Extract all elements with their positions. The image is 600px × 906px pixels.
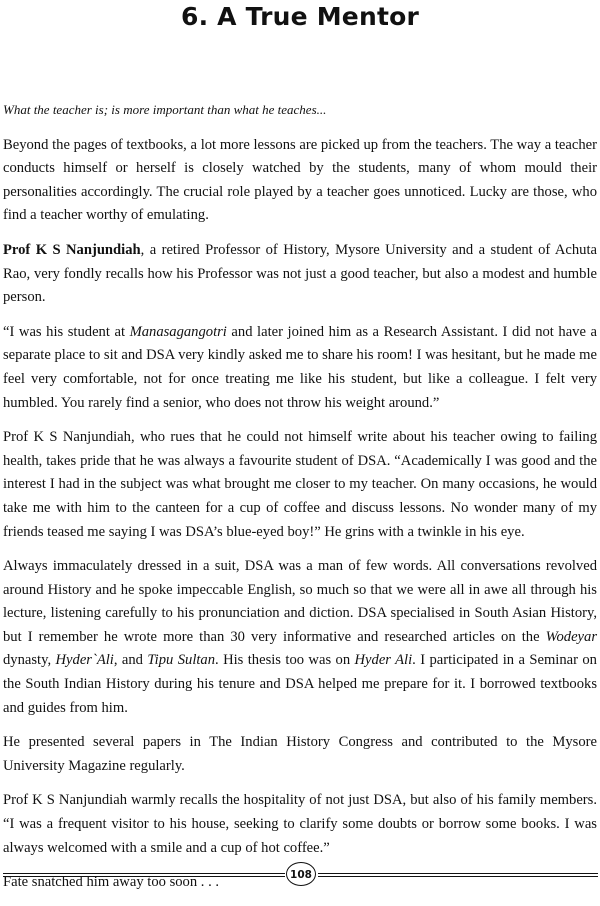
- page-number: 108: [286, 862, 316, 886]
- paragraph-history-congress: He presented several papers in The Indian History Congress and contributed to the Mysore University Magazine regularly.: [3, 734, 597, 774]
- paragraph-text: . His thesis too was on: [215, 652, 355, 669]
- paragraph-hospitality: Prof K S Nanjundiah warmly recalls the hospitality of not just DSA, but also of his family members. “I was a frequent visitor to his house, seeking to clarify some doubts or borrow some books. I was always welcomed with a smile and a cup of hot coffee.”: [3, 792, 597, 856]
- italic-term: Hyder`Ali: [55, 652, 114, 669]
- person-name: Prof K S Nanjundiah: [3, 241, 141, 258]
- paragraph-intro: Beyond the pages of textbooks, a lot more lessons are picked up from the teachers. The way a teacher conducts himself or herself is closely watched by the students, many of whom mould their personalities accordingly. The crucial role played by a teacher goes unnoticed. Lucky are those, who find a teacher worthy of emulating.: [3, 136, 597, 224]
- paragraph-research-assistant: [3, 321, 597, 415]
- paragraph-text: . I participated in a Seminar on the South Indian History during his tenure and DSA helped me prepare for it. I borrowed textbooks and guides from him.: [3, 652, 597, 716]
- chapter-title: 6. A True Mentor: [180, 2, 420, 31]
- place-name: Manasagangotri: [129, 323, 227, 340]
- paragraph-favourite-student: Prof K S Nanjundiah, who rues that he could not himself write about his teacher owing to failing health, takes pride that he was always a favourite student of DSA. “Academically I was good and the interest I had in the subject was what brought me closer to my teacher. On many occasions, he would take me with him to the canteen for a cup of coffee and discuss lessons. No wonder many of my friends teased me saying I was DSA’s blue-eyed boy!” He grins with a twinkle in his eye.: [3, 429, 597, 540]
- footer-rule-left-second: [3, 876, 285, 877]
- footer-rule-right: [318, 873, 598, 874]
- page-footer: [0, 862, 600, 888]
- paragraph-text: Always immaculately dressed in a suit, DSA was a man of few words. All conversations revolved around History and he spoke impeccable English, so much so that we were all in awe all through his lecture, listening carefully to his pronunciation and diction. DSA specialised in South Asian History, but I remember he wrote more than 30 very informative and researched articles on the: [3, 558, 597, 645]
- paragraph-text: “I was his student at: [3, 323, 130, 340]
- italic-term: Tipu Sultan: [147, 652, 216, 669]
- italic-term: Wodeyar: [545, 628, 597, 645]
- paragraph-text: , and: [113, 652, 148, 669]
- paragraph-closing: Fate snatched him away too soon . . .: [3, 874, 220, 891]
- paragraph-text: dynasty,: [3, 652, 56, 669]
- paragraph-text: and later joined him as a Research Assistant. I did not have a separate place to sit and DSA very kindly asked me to share his room! I was hesitant, but he made me feel very comfortable, not for once treating me like his student, but like a colleague. I felt very humbled. You rarely find a senior, who does not throw his weight around.”: [3, 323, 597, 411]
- italic-term: Hyder Ali: [354, 652, 413, 669]
- paragraph-nanjundiah-intro: [3, 239, 597, 310]
- footer-rule-left: [3, 873, 285, 874]
- chapter-body: [3, 98, 597, 906]
- paragraph-dsa-description: [3, 555, 597, 720]
- epigraph: What the teacher is; is more important than what he teaches...: [3, 102, 327, 117]
- paragraph-text: , a retired Professor of History, Mysore University and a student of Achuta Rao, very fondly recalls how his Professor was not just a good teacher, but also a modest and humble person.: [3, 241, 597, 306]
- footer-rule-right-second: [318, 876, 598, 877]
